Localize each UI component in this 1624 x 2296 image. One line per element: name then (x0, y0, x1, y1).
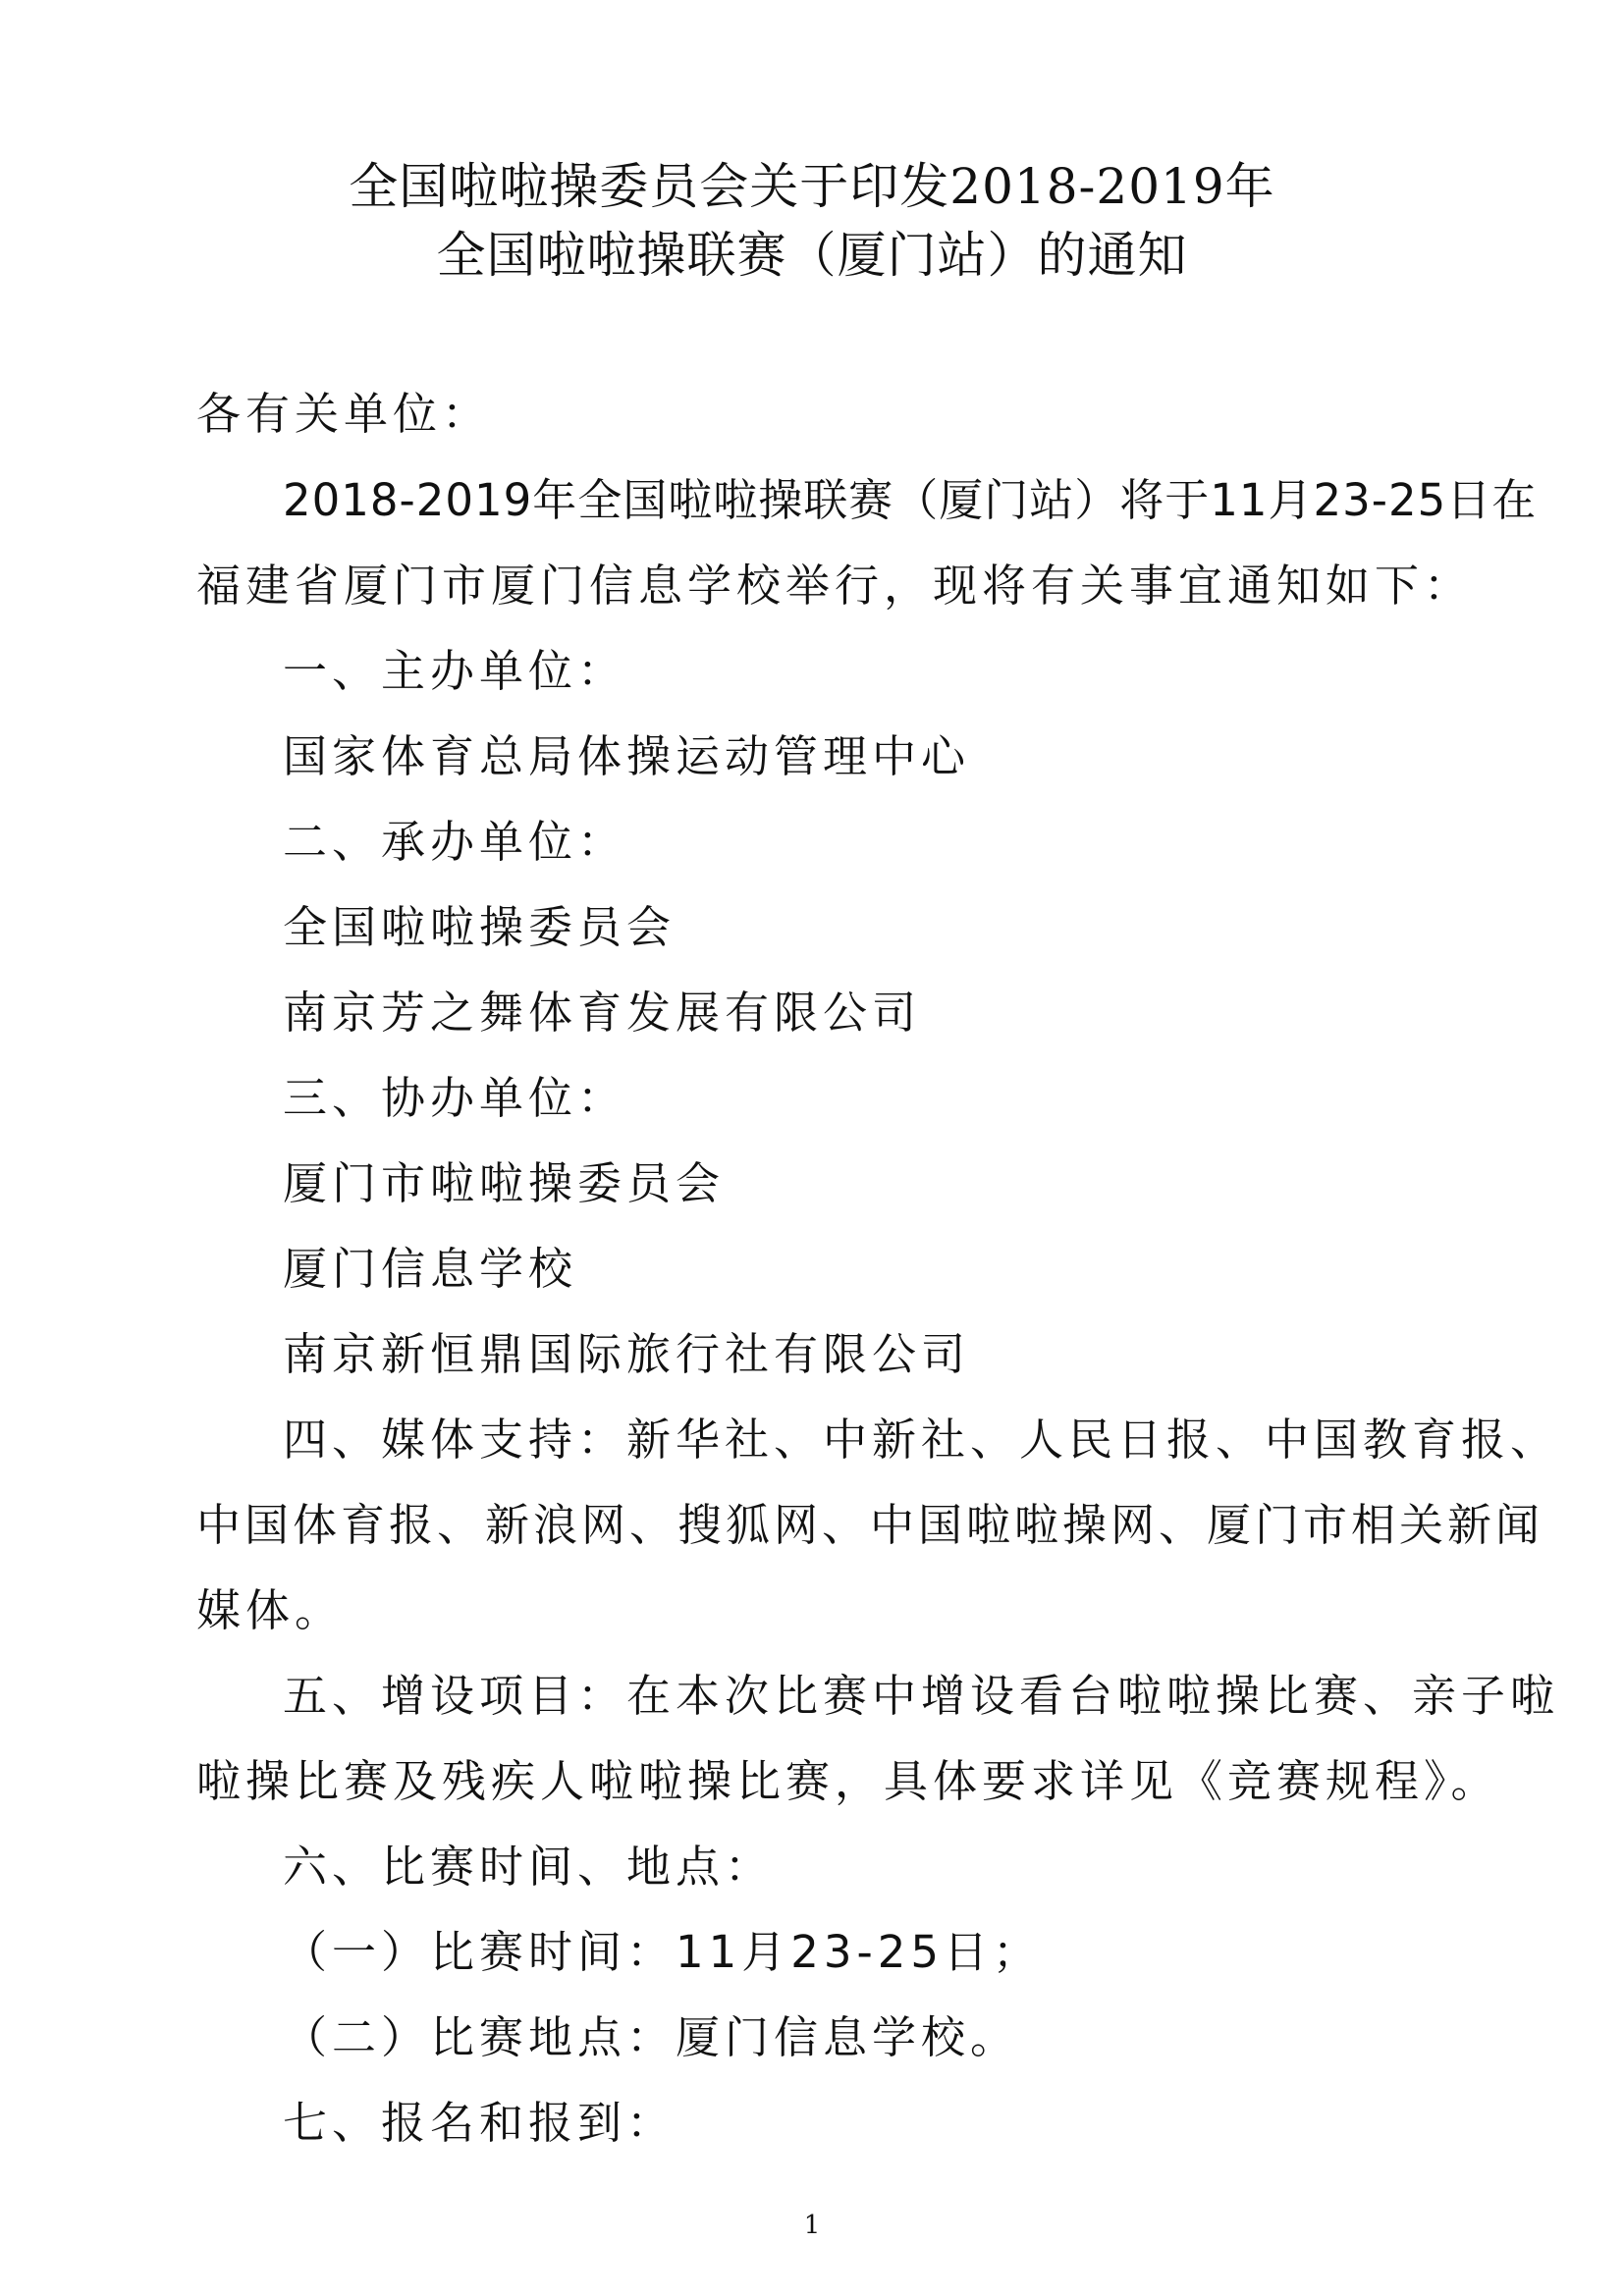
section-5-line-2: 啦操比赛及残疾人啦啦操比赛，具体要求详见《竞赛规程》。 (196, 1755, 1500, 1807)
section-4-line-2: 中国体育报、新浪网、搜狐网、中国啦啦操网、厦门市相关新闻 (196, 1499, 1544, 1551)
document-title-line-2: 全国啦啦操联赛（厦门站）的通知 (436, 227, 1188, 284)
section-1-item-1: 国家体育总局体操运动管理中心 (283, 730, 971, 782)
page-number: 1 (803, 2211, 821, 2240)
intro-line-2: 福建省厦门市厦门信息学校举行，现将有关事宜通知如下： (196, 560, 1474, 612)
section-4-line-3: 媒体。 (196, 1584, 345, 1636)
document-title-line-1: 全国啦啦操委员会关于印发2018-2019年 (349, 158, 1275, 215)
section-3-item-3: 南京新恒鼎国际旅行社有限公司 (283, 1328, 971, 1380)
section-6-item-1: （一）比赛时间：11月23-25日； (283, 1926, 1043, 1978)
section-3-heading: 三、协办单位： (283, 1072, 627, 1124)
section-3-item-2: 厦门信息学校 (283, 1243, 578, 1295)
section-2-item-1: 全国啦啦操委员会 (283, 901, 677, 953)
section-2-item-2: 南京芳之舞体育发展有限公司 (283, 987, 922, 1039)
section-7-heading: 七、报名和报到： (283, 2097, 677, 2149)
section-6-heading: 六、比赛时间、地点： (283, 1841, 775, 1893)
section-3-item-1: 厦门市啦啦操委员会 (283, 1157, 726, 1209)
section-6-item-2: （二）比赛地点：厦门信息学校。 (283, 2011, 1020, 2063)
section-5-line-1: 五、增设项目：在本次比赛中增设看台啦啦操比赛、亲子啦 (283, 1670, 1560, 1722)
section-1-heading: 一、主办单位： (283, 645, 627, 697)
salutation: 各有关单位： (196, 388, 492, 440)
intro-line-1: 2018-2019年全国啦啦操联赛（厦门站）将于11月23-25日在 (283, 474, 1538, 526)
section-2-heading: 二、承办单位： (283, 816, 627, 868)
section-4-line-1: 四、媒体支持：新华社、中新社、人民日报、中国教育报、 (283, 1414, 1560, 1466)
